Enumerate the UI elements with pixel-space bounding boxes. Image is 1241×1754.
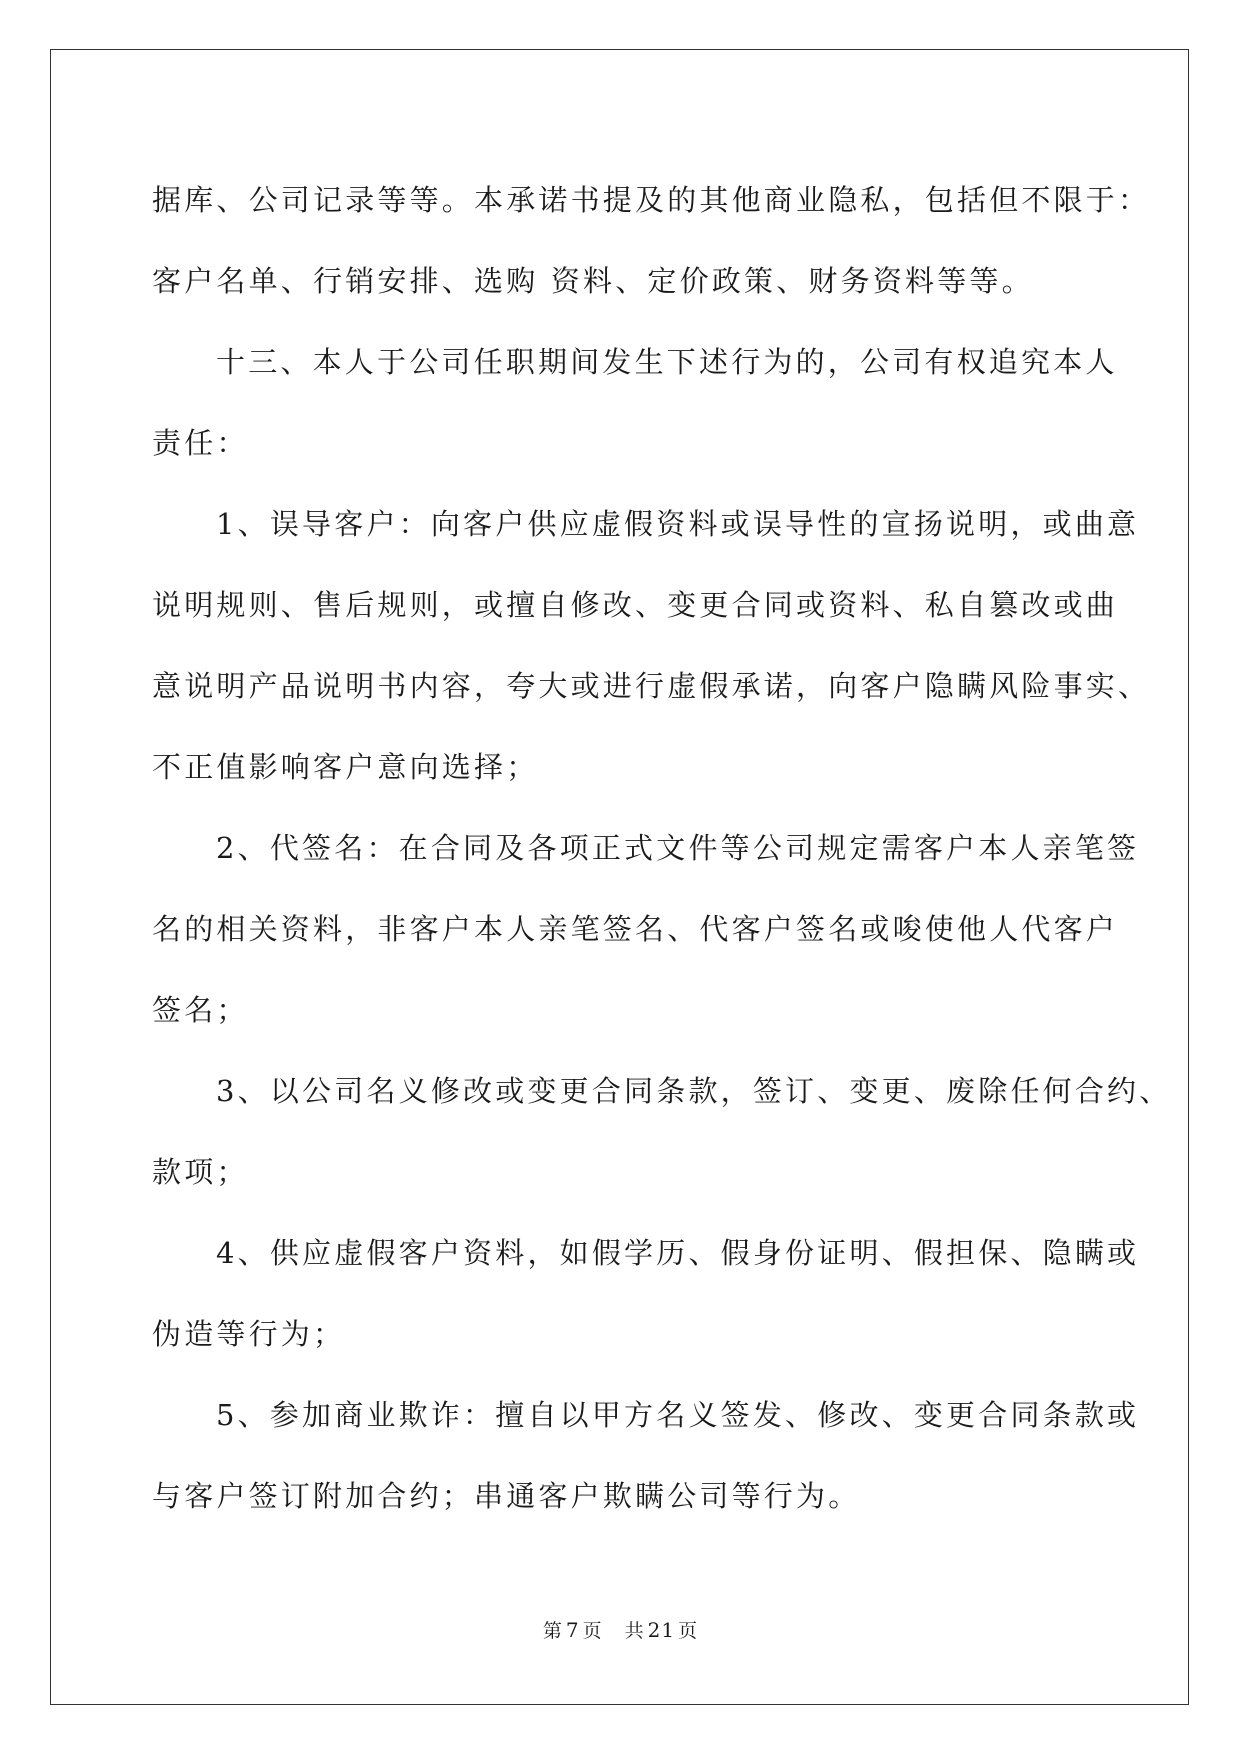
text-line: 名的相关资料，非客户本人亲笔签名、代客户签名或唆使他人代客户 bbox=[152, 912, 1119, 946]
text-line: 3、以公司名义修改或变更合同条款，签订、变更、废除任何合约、 bbox=[216, 1074, 1172, 1108]
footer-page-suffix: 页 bbox=[582, 1620, 603, 1642]
text-line: 4、供应虚假客户资料，如假学历、假身份证明、假担保、隐瞒或 bbox=[216, 1236, 1140, 1270]
text-line: 十三、本人于公司任职期间发生下述行为的，公司有权追究本人 bbox=[216, 345, 1118, 379]
footer-total-suffix: 页 bbox=[678, 1620, 699, 1642]
footer-page-prefix: 第 bbox=[542, 1620, 563, 1642]
text-line: 责任： bbox=[152, 426, 249, 460]
text-line: 1、误导客户：向客户供应虚假资料或误导性的宣扬说明，或曲意 bbox=[216, 507, 1140, 541]
text-line: 客户名单、行销安排、选购 资料、定价政策、财务资料等等。 bbox=[152, 264, 1034, 298]
text-line: 款项； bbox=[152, 1155, 249, 1189]
text-line: 签名； bbox=[152, 993, 249, 1027]
page-footer bbox=[0, 1616, 1241, 1643]
footer-page-number: 7 bbox=[565, 1618, 580, 1642]
text-line: 据库、公司记录等等。本承诺书提及的其他商业隐私，包括但不限于： bbox=[152, 183, 1151, 217]
text-line: 意说明产品说明书内容，夸大或进行虚假承诺，向客户隐瞒风险事实、 bbox=[152, 669, 1151, 703]
text-line: 说明规则、售后规则，或擅自修改、变更合同或资料、私自篡改或曲 bbox=[152, 588, 1119, 622]
text-line: 与客户签订附加合约；串通客户欺瞒公司等行为。 bbox=[152, 1479, 861, 1513]
text-line: 不正值影响客户意向选择； bbox=[152, 750, 539, 784]
text-line: 2、代签名：在合同及各项正式文件等公司规定需客户本人亲笔签 bbox=[216, 831, 1140, 865]
footer-total-prefix: 共 bbox=[624, 1620, 645, 1642]
footer-total-pages: 21 bbox=[647, 1618, 676, 1642]
text-line: 5、参加商业欺诈：擅自以甲方名义签发、修改、变更合同条款或 bbox=[216, 1398, 1140, 1432]
text-line: 伪造等行为； bbox=[152, 1317, 346, 1351]
document-body bbox=[152, 160, 1172, 1537]
